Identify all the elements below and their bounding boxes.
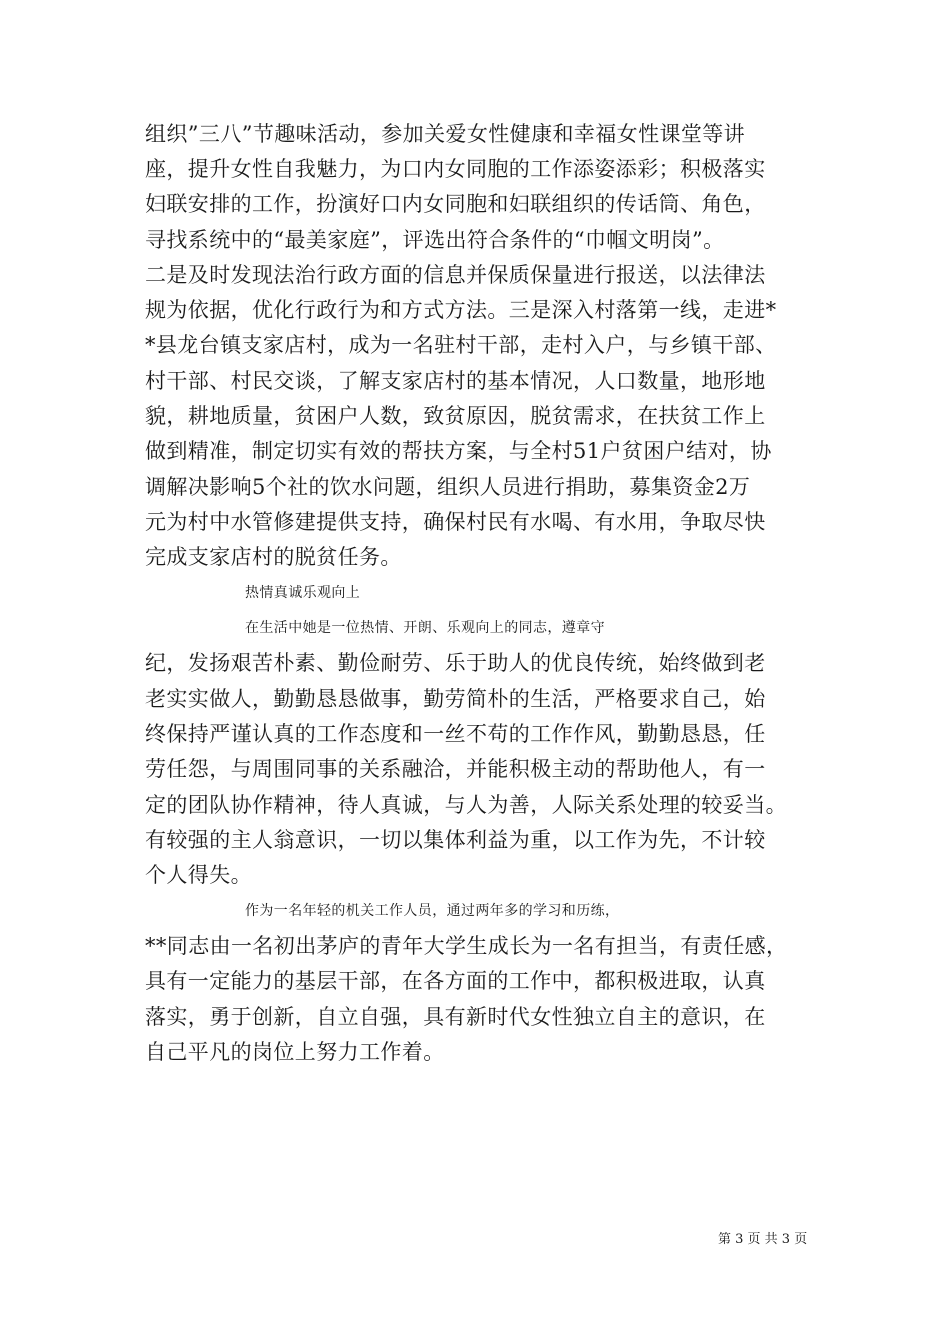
body-text-line: 纪，发扬艰苦朴素、勤俭耐劳、乐于助人的优良传统，始终做到老 — [145, 651, 766, 675]
section-heading: 热情真诚乐观向上 — [245, 585, 361, 601]
body-text-line: 作为一名年轻的机关工作人员，通过两年多的学习和历练， — [245, 903, 620, 919]
body-text-line: 落实，勇于创新，自立自强，具有新时代女性独立自主的意识，在 — [145, 1005, 766, 1029]
body-text-line: 具有一定能力的基层干部，在各方面的工作中，都积极进取，认真 — [145, 969, 766, 993]
body-text-line: 寻找系统中的“最美家庭”，评选出符合条件的“巾帼文明岗”。 — [145, 228, 725, 252]
body-text-line: 老实实做人，勤勤恳恳做事，勤劳简朴的生活，严格要求自己，始 — [145, 687, 766, 711]
body-text-line: *县龙台镇支家店村，成为一名驻村干部，走村入户，与乡镇干部、 — [145, 333, 777, 357]
body-text-line: 完成支家店村的脱贫任务。 — [145, 545, 402, 569]
body-text-line: 自己平凡的岗位上努力工作着。 — [145, 1040, 445, 1064]
body-text-line: 座，提升女性自我魅力，为口内女同胞的工作添姿添彩；积极落实 — [145, 157, 766, 181]
body-text-line: 终保持严谨认真的工作态度和一丝不苟的工作作风，勤勤恳恳，任 — [145, 722, 766, 746]
body-text-line: 有较强的主人翁意识，一切以集体利益为重，以工作为先，不计较 — [145, 828, 766, 852]
page-number-footer: 第 3 页 共 3 页 — [718, 1232, 808, 1247]
body-text-line: 组织”三八”节趣味活动，参加关爱女性健康和幸福女性课堂等讲 — [145, 122, 746, 146]
body-text-line: 做到精准，制定切实有效的帮扶方案，与全村51户贫困户结对，协 — [145, 439, 772, 463]
body-text-line: 貌，耕地质量，贫困户人数，致贫原因，脱贫需求，在扶贫工作上 — [145, 404, 766, 428]
body-text-line: 劳任怨，与周围同事的关系融洽，并能积极主动的帮助他人，有一 — [145, 757, 766, 781]
body-text-line: **同志由一名初出茅庐的青年大学生成长为一名有担当，有责任感， — [145, 934, 788, 958]
body-text-line: 规为依据，优化行政行为和方式方法。三是深入村落第一线，走进* — [145, 298, 777, 322]
body-text-line: 村干部、村民交谈，了解支家店村的基本情况，人口数量，地形地 — [145, 369, 766, 393]
body-text-line: 个人得失。 — [145, 863, 252, 887]
body-text-line: 妇联安排的工作，扮演好口内女同胞和妇联组织的传话筒、角色， — [145, 192, 766, 216]
body-text-line: 调解决影响5个社的饮水问题，组织人员进行捐助，募集资金2万 — [145, 475, 751, 499]
body-text-line: 定的团队协作精神，待人真诚，与人为善，人际关系处理的较妥当。 — [145, 793, 787, 817]
body-text-line: 元为村中水管修建提供支持，确保村民有水喝、有水用，争取尽快 — [145, 510, 766, 534]
body-text-line: 二是及时发现法治行政方面的信息并保质保量进行报送，以法律法 — [145, 263, 766, 287]
body-text-line: 在生活中她是一位热情、开朗、乐观向上的同志，遵章守 — [245, 620, 605, 636]
